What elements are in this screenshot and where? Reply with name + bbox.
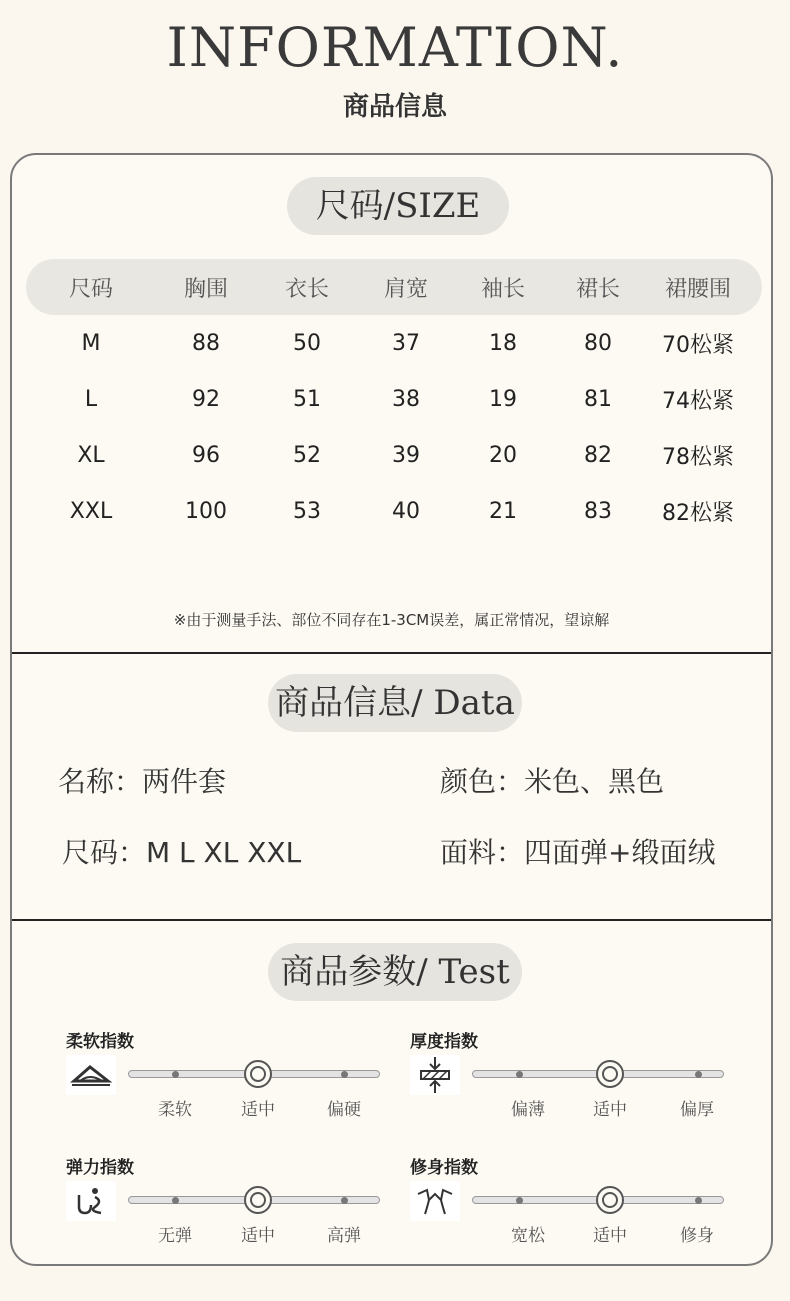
table-row	[26, 483, 762, 539]
column-header: 尺码	[68, 276, 113, 302]
table-cell: 82	[584, 442, 612, 468]
table-cell: 40	[392, 498, 420, 524]
param-title: 弹力指数	[66, 1158, 134, 1178]
table-row	[26, 427, 762, 483]
scale-dot	[516, 1197, 523, 1204]
product-color: 颜色：米色、黑色	[440, 765, 665, 798]
table-cell: 70松紧	[662, 332, 734, 358]
info-card	[10, 153, 773, 1266]
stretch-icon	[66, 1181, 116, 1221]
table-row	[26, 315, 762, 371]
table-cell: M	[81, 330, 101, 356]
scale-label: 适中	[593, 1226, 627, 1246]
table-cell: 81	[584, 386, 612, 412]
table-cell: 51	[293, 386, 321, 412]
column-header: 袖长	[480, 276, 525, 302]
table-cell: 37	[392, 330, 420, 356]
scale-dot	[172, 1071, 179, 1078]
table-cell: 20	[489, 442, 517, 468]
scale-label: 适中	[241, 1100, 275, 1120]
table-cell: 53	[293, 498, 321, 524]
scale-knob	[596, 1060, 624, 1088]
table-cell: 52	[293, 442, 321, 468]
scale-label: 偏薄	[511, 1100, 545, 1120]
scale-knob	[244, 1060, 272, 1088]
scale-label: 无弹	[158, 1226, 192, 1246]
table-cell: 78松紧	[662, 444, 734, 470]
table-cell: 21	[489, 498, 517, 524]
scale-knob	[596, 1186, 624, 1214]
column-header: 肩宽	[383, 276, 428, 302]
feather-icon	[66, 1055, 116, 1095]
table-cell: XL	[77, 442, 105, 468]
table-cell: 82松紧	[662, 500, 734, 526]
scale-dot	[172, 1197, 179, 1204]
param-title: 柔软指数	[66, 1032, 134, 1052]
table-cell: 83	[584, 498, 612, 524]
table-cell: 88	[192, 330, 220, 356]
table-cell: 100	[185, 498, 227, 524]
scale-label: 高弹	[327, 1226, 361, 1246]
param-title: 厚度指数	[410, 1032, 478, 1052]
scale-label: 修身	[680, 1226, 714, 1246]
table-cell: 38	[392, 386, 420, 412]
table-cell: 74松紧	[662, 388, 734, 414]
table-cell: 39	[392, 442, 420, 468]
table-cell: 50	[293, 330, 321, 356]
scale-dot	[341, 1071, 348, 1078]
scale-label: 适中	[593, 1100, 627, 1120]
table-cell: XXL	[69, 498, 113, 524]
data-section-title: 商品信息/ Data	[268, 674, 522, 732]
scale-label: 偏硬	[327, 1100, 361, 1120]
scale-label: 柔软	[158, 1100, 192, 1120]
page-subtitle: 商品信息	[342, 92, 447, 122]
product-name: 名称：两件套	[58, 765, 227, 798]
thickness-index	[410, 1027, 730, 1127]
param-title: 修身指数	[410, 1158, 478, 1178]
column-header: 裙腰围	[664, 276, 731, 302]
table-cell: L	[84, 386, 98, 412]
elasticity-index	[66, 1153, 386, 1253]
size-table	[26, 259, 762, 539]
scale-dot	[516, 1071, 523, 1078]
table-cell: 19	[489, 386, 517, 412]
product-fabric: 面料：四面弹+缎面绒	[440, 836, 716, 869]
scale-dot	[341, 1197, 348, 1204]
measurement-note: ※由于测量手法、部位不同存在1-3CM误差，属正常情况，望谅解	[173, 611, 610, 629]
table-cell: 80	[584, 330, 612, 356]
scale-dot	[695, 1071, 702, 1078]
thickness-icon	[410, 1055, 460, 1095]
softness-index	[66, 1027, 386, 1127]
page-title: INFORMATION.	[166, 16, 624, 79]
column-header: 衣长	[284, 276, 329, 302]
table-row	[26, 371, 762, 427]
test-section-title: 商品参数/ Test	[268, 943, 522, 1001]
section-divider	[12, 919, 771, 921]
fit-icon	[410, 1181, 460, 1221]
table-cell: 92	[192, 386, 220, 412]
column-header: 裙长	[575, 276, 620, 302]
scale-label: 适中	[241, 1226, 275, 1246]
scale-knob	[244, 1186, 272, 1214]
table-cell: 18	[489, 330, 517, 356]
scale-dot	[695, 1197, 702, 1204]
column-header: 胸围	[183, 276, 228, 302]
product-sizes: 尺码：M L XL XXL	[62, 836, 302, 869]
scale-label: 偏厚	[680, 1100, 714, 1120]
size-table-header	[26, 259, 762, 315]
table-cell: 96	[192, 442, 220, 468]
fit-index	[410, 1153, 730, 1253]
scale-label: 宽松	[511, 1226, 545, 1246]
section-divider	[12, 652, 771, 654]
size-section-title: 尺码/SIZE	[287, 177, 509, 235]
